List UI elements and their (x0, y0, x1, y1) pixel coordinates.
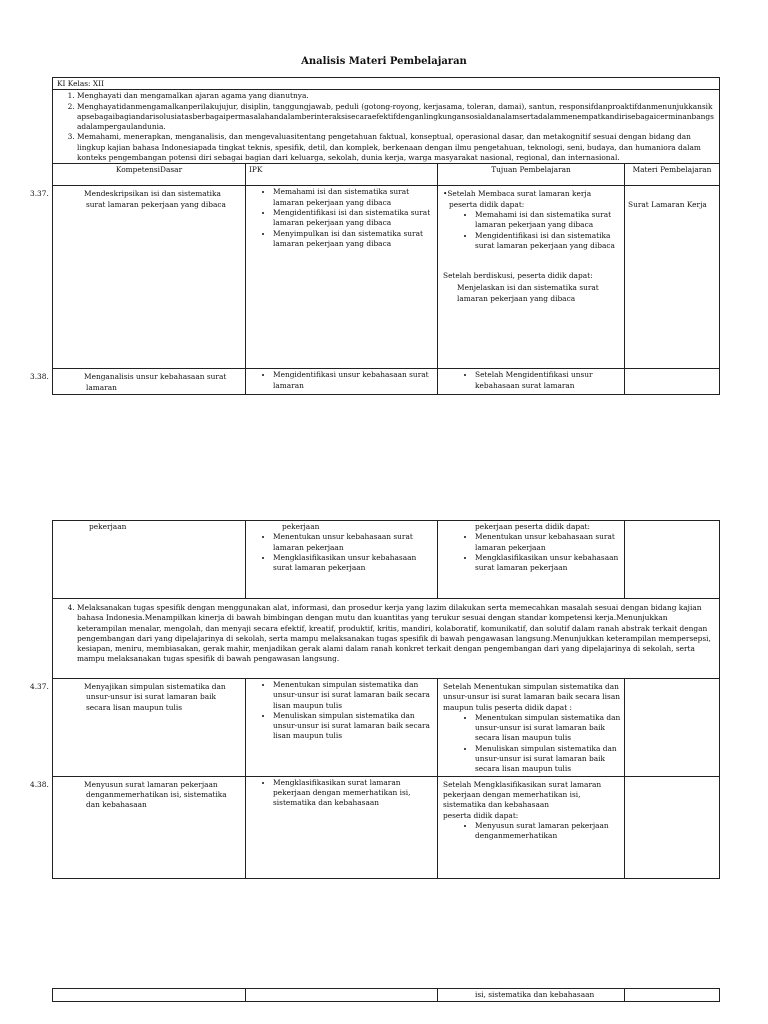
kd-number: 4.37. (30, 682, 49, 691)
tujuan-item: • Mengklasifikasikan unsur kebahasaan surat lamaran pekerjaan (475, 553, 621, 574)
ki-list (53, 90, 720, 164)
kd-cell (30, 186, 246, 369)
kd-number: 3.37. (30, 189, 49, 199)
kd-text: Menganalisis unsur kebahasaan surat lamaran (84, 372, 227, 392)
ki-kelas: KI Kelas: XII (53, 78, 720, 90)
tujuan-item: • Menentukan simpulan sistematika dan unsur-unsur isi surat lamaran baik secara lisan maupun tulis (475, 713, 621, 744)
materi-text: Surat Lamaran Kerja (628, 200, 707, 210)
page-title: Analisis Materi Pembelajaran (301, 56, 467, 67)
ipk-cell (246, 369, 438, 395)
tujuan-item: • Setelah Mengidentifikasi unsur kebahasaan surat lamaran (475, 370, 621, 391)
kd-text: Menyajikan simpulan sistematika dan unsur-unsur isi surat lamaran baik secara lisan maupun tulis (84, 682, 226, 712)
analysis-table-part-3 (52, 988, 720, 1002)
tujuan-cell (438, 521, 625, 599)
ipk-item: • Mengklasifikasikan unsur kebahasaan surat lamaran pekerjaan (273, 553, 434, 574)
ipk-lead: pekerjaan (282, 522, 320, 531)
ipk-cell (246, 186, 438, 369)
kd-cell (53, 521, 246, 599)
kd-number: 4.38. (30, 779, 49, 789)
ipk-cell (246, 989, 438, 1002)
ipk-cell (246, 521, 438, 599)
ipk-cell (246, 776, 438, 878)
kd-text: Menyusun surat lamaran pekerjaan denganmemerhatikan isi, sistematika dan kebahasaan (84, 779, 227, 810)
tujuan-intro: Setelah Mengklasifikasikan surat lamaran pekerjaan dengan memerhatikan isi, sistematika dan kebahasaan (443, 779, 602, 810)
ipk-item: • Menyimpulkan isi dan sistematika surat lamaran pekerjaan yang dibaca (273, 229, 434, 250)
ipk-cell (246, 679, 438, 777)
header-kompetensi-dasar: KompetensiDasar (53, 164, 246, 186)
tujuan-cell (438, 776, 625, 878)
ipk-item: • Mengidentifikasi isi dan sistematika surat lamaran pekerjaan yang dibaca (273, 208, 434, 229)
header-ipk: IPK (246, 164, 438, 186)
tujuan-item: • Menentukan unsur kebahasaan surat lamaran pekerjaan (475, 532, 621, 553)
ipk-item: • Memahami isi dan sistematika surat lamaran pekerjaan yang dibaca (273, 187, 434, 208)
kd-text: Mendeskripsikan isi dan sistematika surat lamaran pekerjaan yang dibaca (84, 189, 226, 209)
tujuan-item: • Mengidentifikasi isi dan sistematika surat lamaran pekerjaan yang dibaca (475, 231, 621, 252)
tujuan-lead: pekerjaan peserta didik dapat: (475, 522, 590, 531)
tujuan-item: • Menyusun surat lamaran pekerjaan denganmemerhatikan (475, 821, 621, 842)
analysis-table-part-2 (30, 520, 720, 879)
ki-item: 1. Menghayati dan mengamalkan ajaran agama yang dianutnya. (77, 91, 715, 101)
materi-cell (625, 776, 720, 878)
ipk-item: • Mengidentifikasi unsur kebahasaan surat lamaran (273, 370, 434, 391)
tujuan-item: • Menuliskan simpulan sistematika dan unsur-unsur isi surat lamaran baik secara lisan maupun tulis (475, 744, 621, 775)
kd-cell (30, 679, 246, 777)
kd-cell (30, 369, 246, 395)
ki-4 (53, 599, 720, 679)
materi-cell (625, 369, 720, 395)
analysis-table-part-1 (30, 77, 720, 395)
materi-cell (625, 989, 720, 1002)
tujuan-intro: Setelah Menentukan simpulan sistematika dan unsur-unsur isi surat lamaran baik secara lisan maupun tulis peserta didik dapat : (443, 682, 620, 712)
tujuan-intro-2: Setelah berdiskusi, peserta didik dapat: (443, 271, 593, 281)
materi-cell (625, 679, 720, 777)
kd-cell (30, 776, 246, 878)
ki-item: 2. Menghayatidanmengamalkanperilakujujur, disiplin, tanggungjawab, peduli (gotong-royong, kerjasama, toleran, damai), santun, responsifdanproaktifdanmenunjukkansikapsebagaibagiandarisolusiatasberbagaipermasalahandalamberinteraksisecaraefektifdenganlingkungansosialdanalamsertadalammenempatkandirisebagaicerminanbangsadalampergaulandunia. (77, 102, 715, 133)
kd-cell (53, 989, 246, 1002)
tujuan-intro-2: peserta didik dapat: (443, 810, 519, 820)
header-materi: Materi Pembelajaran (625, 164, 720, 186)
tujuan-continued: isi, sistematika dan kebahasaan (475, 990, 595, 999)
tujuan-cell: •Setelah Membaca surat lamaran kerja peserta didik dapat: • Memahami isi dan sistematika surat lamaran pekerjaan yang dibaca • Mengidentifikasi isi dan sistematika surat lamaran pekerjaan yang dibaca Setelah berdiskusi, peserta didik dapat: Menjelaskan isi dan sistematika surat lamaran pekerjaan yang dibaca (438, 186, 625, 369)
materi-cell (625, 186, 720, 369)
kd-text: pekerjaan (89, 522, 127, 531)
tujuan-intro: Setelah Membaca surat lamaran kerja peserta didik dapat: (447, 189, 592, 209)
tujuan-paragraph: Menjelaskan isi dan sistematika surat lamaran pekerjaan yang dibaca (457, 283, 599, 303)
tujuan-cell (438, 989, 625, 1002)
ipk-item: • Menuliskan simpulan sistematika dan unsur-unsur isi surat lamaran baik secara lisan maupun tulis (273, 711, 434, 742)
header-tujuan: Tujuan Pembelajaran (438, 164, 625, 186)
ipk-item: • Menentukan unsur kebahasaan surat lamaran pekerjaan (273, 532, 434, 553)
ipk-item: • Menentukan simpulan sistematika dan unsur-unsur isi surat lamaran baik secara lisan maupun tulis (273, 680, 434, 711)
materi-cell (625, 521, 720, 599)
ki-item: 3. Memahami, menerapkan, menganalisis, dan mengevaluasitentang pengetahuan faktual, konseptual, operasional dasar, dan metakognitif sesuai dengan bidang dan lingkup kajian bahasa Indonesiapada tingkat teknis, spesifik, detil, dan komplek, berkenaan dengan ilmu pengetahuan, teknologi, seni, budaya, dan humaniora dalam konteks pengembangan potensi diri sebagai bagian dari keluarga, sekolah, dunia kerja, warga masyarakat nasional, regional, dan internasional. (77, 132, 715, 163)
kd-number: 3.38. (30, 372, 49, 382)
tujuan-cell (438, 679, 625, 777)
tujuan-cell (438, 369, 625, 395)
ki-item: 4. Melaksanakan tugas spesifik dengan menggunakan alat, informasi, dan prosedur kerja yang lazim dilakukan serta memecahkan masalah sesuai dengan bidang kajian bahasa Indonesia.Menampilkan kinerja di bawah bimbingan dengan mutu dan kuantitas yang terukur sesuai dengan standar kompetensi kerja.Menunjukkan keterampilan menalar, mengolah, dan menyaji secara efektif, kreatif, produktif, kritis, mandiri, kolaboratif, komunikatif, dan solutif dalam ranah abstrak terkait dengan pengembangan dari yang dipelajarinya di sekolah, serta mampu melaksanakan tugas spesifik di bawah pengawasan langsung.Menunjukkan keterampilan mempersepsi, kesiapan, meniru, membiasakan, gerak mahir, menjadikan gerak alami dalam ranah konkret terkait dengan pengembangan dari yang dipelajarinya di sekolah, serta mampu melaksanakan tugas spesifik di bawah pengawasan langsung. (77, 603, 715, 665)
ipk-item: • Mengklasifikasikan surat lamaran pekerjaan dengan memerhatikan isi, sistematika dan kebahasaan (273, 778, 434, 809)
tujuan-item: • Memahami isi dan sistematika surat lamaran pekerjaan yang dibaca (475, 210, 621, 231)
